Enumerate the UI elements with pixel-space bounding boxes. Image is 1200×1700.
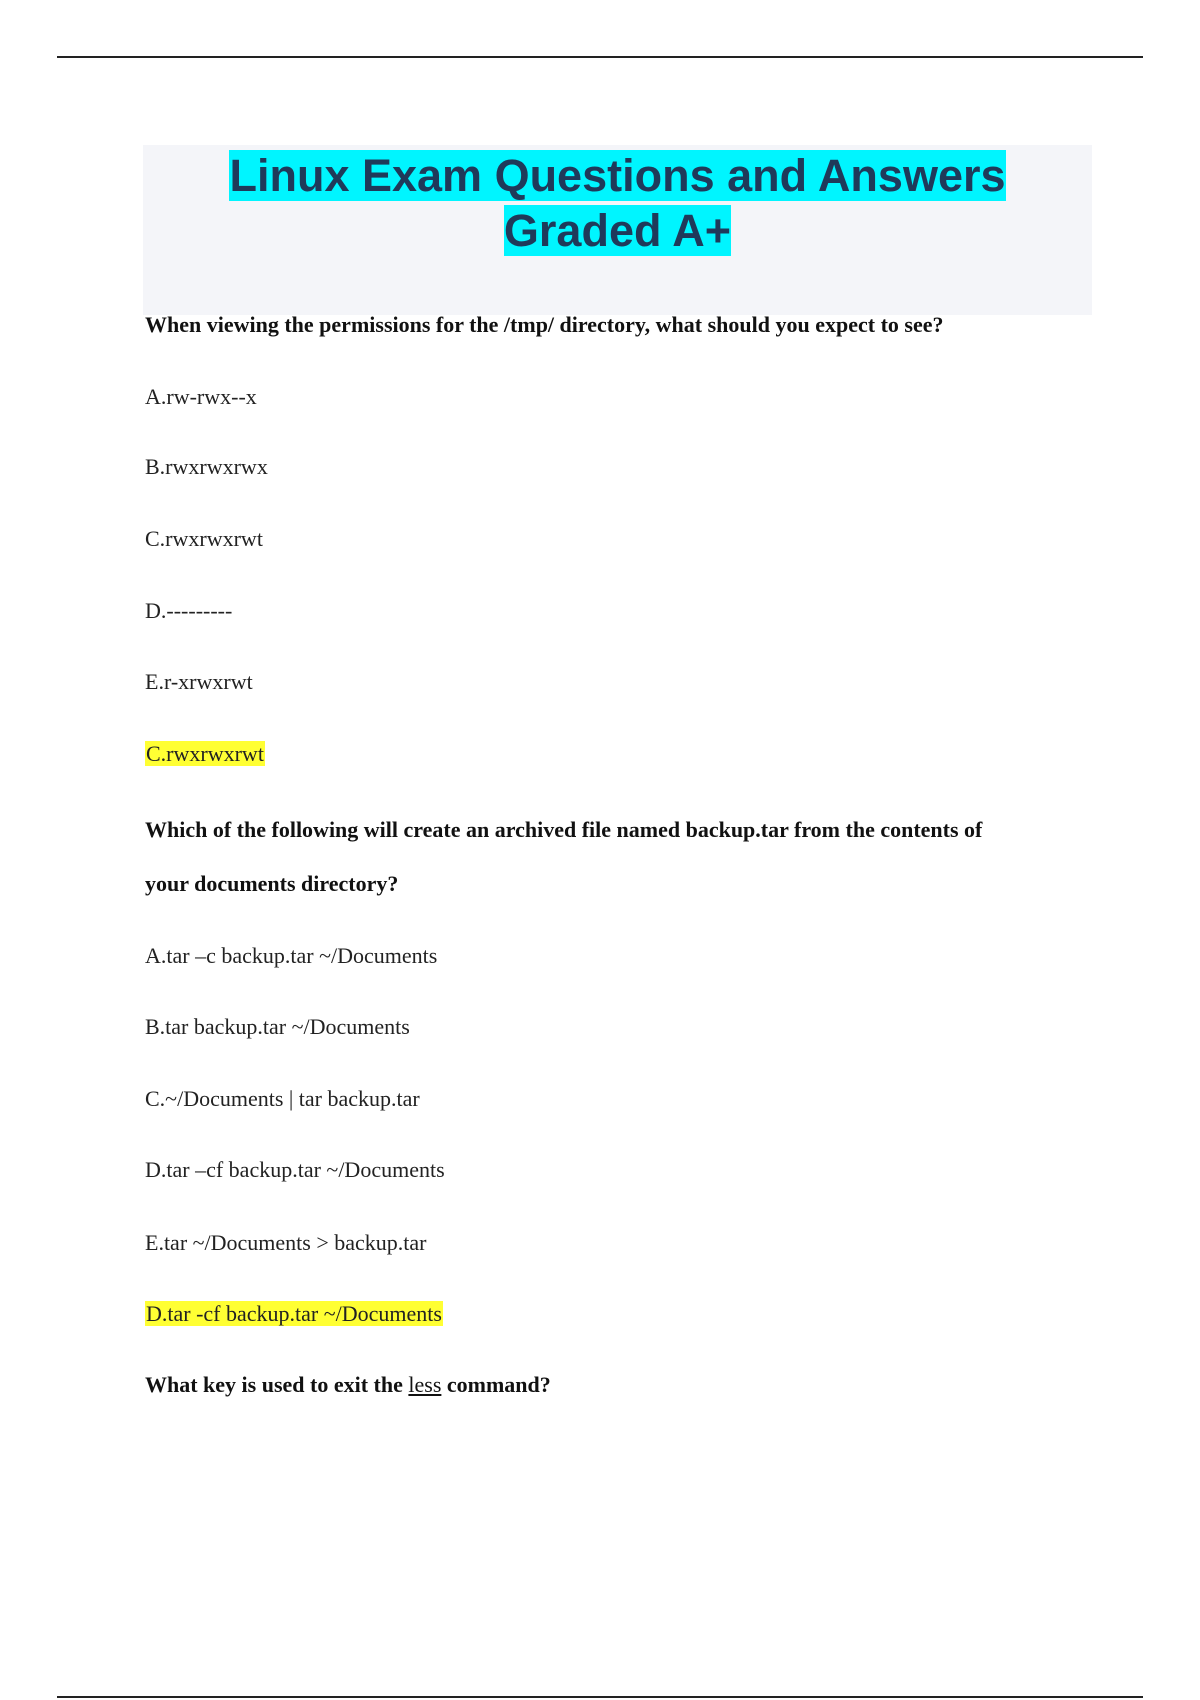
question-2-option-d: D.tar –cf backup.tar ~/Documents [145,1157,445,1182]
question-2-line-2: your documents directory? [145,871,399,896]
question-2-answer: D.tar -cf backup.tar ~/Documents [146,1301,442,1326]
question-3 [145,1370,551,1400]
question-1-option-e: E.r-xrwxrwt [145,669,253,694]
top-rule [57,56,1143,58]
question-1: When viewing the permissions for the /tmp/ directory, what should you expect to see? [145,312,944,337]
question-2-option-e: E.tar ~/Documents > backup.tar [145,1230,427,1255]
question-1-option-a: A.rw-rwx--x [145,384,257,409]
question-2-option-b: B.tar backup.tar ~/Documents [145,1014,410,1039]
question-3-text-after: command? [441,1372,551,1397]
question-1-answer: C.rwxrwxrwt [146,741,264,766]
question-3-underlined-term: less [408,1372,442,1397]
question-1-option-d: D.--------- [145,598,233,623]
question-2-line-1: Which of the following will create an archived file named backup.tar from the contents of [145,817,983,842]
question-1-option-b: B.rwxrwxrwx [145,454,268,479]
question-3-text-before: What key is used to exit the [145,1372,409,1397]
question-2-option-c: C.~/Documents | tar backup.tar [145,1086,420,1111]
question-2-answer-row [145,1299,443,1329]
bottom-rule [57,1696,1143,1698]
question-1-answer-row [145,739,265,769]
title-block [143,145,1092,315]
question-1-option-c: C.rwxrwxrwt [145,526,263,551]
question-2-option-a: A.tar –c backup.tar ~/Documents [145,943,438,968]
document-title: Linux Exam Questions and Answers Graded A+ [229,150,1006,256]
